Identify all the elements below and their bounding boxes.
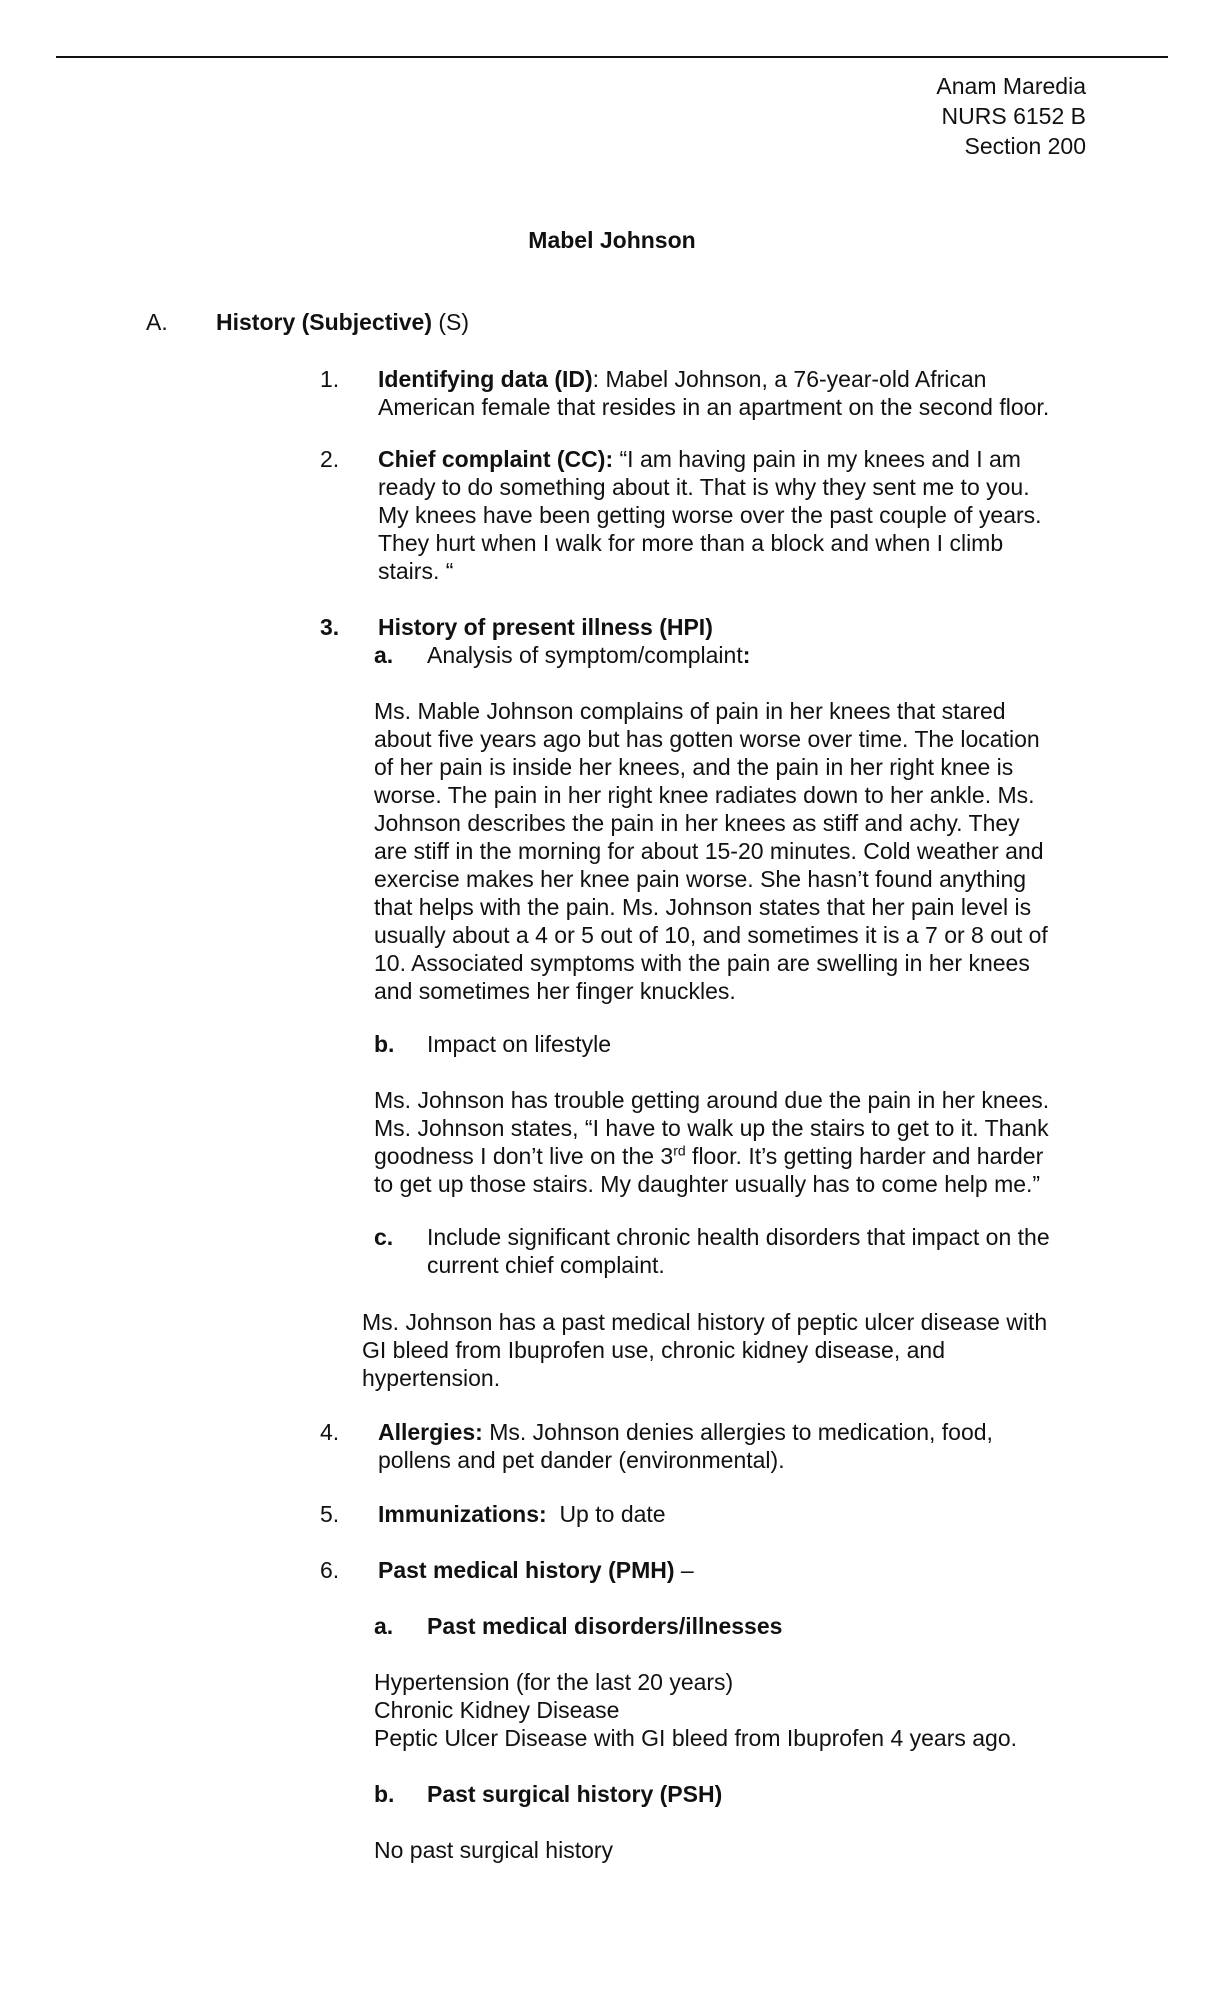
author-name: Anam Maredia: [936, 73, 1086, 99]
item-4-number: 4.: [320, 1419, 340, 1445]
hpi-b-heading: Impact on lifestyle: [427, 1031, 612, 1057]
section-number: Section 200: [964, 133, 1086, 159]
pmh-b-letter: b.: [374, 1781, 395, 1807]
hpi-heading: History of present illness (HPI): [378, 614, 713, 640]
item-3-number: 3.: [320, 614, 340, 640]
pmh-heading: Past medical history (PMH) –: [378, 1557, 694, 1583]
immunizations: Immunizations: Up to date: [378, 1501, 666, 1527]
allergies: Allergies: Ms. Johnson denies allergies to medication, food, pollens and pet dander (environmental).: [378, 1419, 993, 1473]
hpi-a-letter: a.: [374, 642, 394, 668]
hpi-c-letter: c.: [374, 1224, 394, 1250]
pmh-b-heading: Past surgical history (PSH): [427, 1781, 723, 1807]
item-6-number: 6.: [320, 1557, 340, 1583]
hpi-a-heading: Analysis of symptom/complaint:: [427, 642, 751, 668]
item-1-number: 1.: [320, 366, 340, 392]
hpi-b-letter: b.: [374, 1031, 395, 1057]
hpi-analysis-body: Ms. Mable Johnson complains of pain in her knees that stared about five years ago but has gotten worse over time. The location of her pain is inside her knees, and the pain in her right knee is worse. The pain in her right knee radiates down to her ankle. Ms. Johnson describes the pain in her knees as stiff and achy. They are stiff in the morning for about 15-20 minutes. Cold weather and exercise makes her knee pain worse. She hasn’t found anything that helps with the pain. Ms. Johnson states that her pain level is usually about a 4 or 5 out of 10, and sometimes it is a 7 or 8 out of 10. Associated symptoms with the pain are swelling in her knees and sometimes her finger knuckles.: [374, 698, 1048, 1004]
hpi-c-heading: Include significant chronic health disorders that impact on the current chief complaint.: [427, 1224, 1050, 1278]
item-2-number: 2.: [320, 446, 340, 472]
chief-complaint: Chief complaint (CC): “I am having pain in my knees and I am ready to do something about it. That is why they sent me to you. My knees have been getting worse over the past couple of years. They hurt when I walk for more than a block and when I climb stairs. “: [378, 446, 1042, 584]
pmh-a-letter: a.: [374, 1613, 394, 1639]
hpi-chronic-body: Ms. Johnson has a past medical history of peptic ulcer disease with GI bleed from Ibuprofen use, chronic kidney disease, and hypertension.: [362, 1309, 1048, 1391]
identifying-data: Identifying data (ID): Mabel Johnson, a 76-year-old African American female that resides in an apartment on the second floor.: [378, 366, 1050, 420]
past-surgical-history: No past surgical history: [374, 1837, 614, 1863]
pmh-a-heading: Past medical disorders/illnesses: [427, 1613, 783, 1639]
top-rule: [56, 56, 1168, 58]
item-5-number: 5.: [320, 1501, 340, 1527]
section-a-letter: A.: [146, 309, 168, 335]
section-a-heading: History (Subjective) (S): [216, 309, 470, 335]
past-medical-disorders-list: Hypertension (for the last 20 years) Chronic Kidney Disease Peptic Ulcer Disease with GI bleed from Ibuprofen 4 years ago.: [374, 1669, 1018, 1751]
hpi-lifestyle-body: Ms. Johnson has trouble getting around due the pain in her knees. Ms. Johnson states, “I have to walk up the stairs to get to it. Thank goodness I don’t live on the 3rd floor. It’s getting harder and harder to get up those stairs. My daughter usually has to come help me.”: [374, 1087, 1050, 1197]
course-code: NURS 6152 B: [941, 103, 1086, 129]
document-title: Mabel Johnson: [528, 227, 696, 253]
